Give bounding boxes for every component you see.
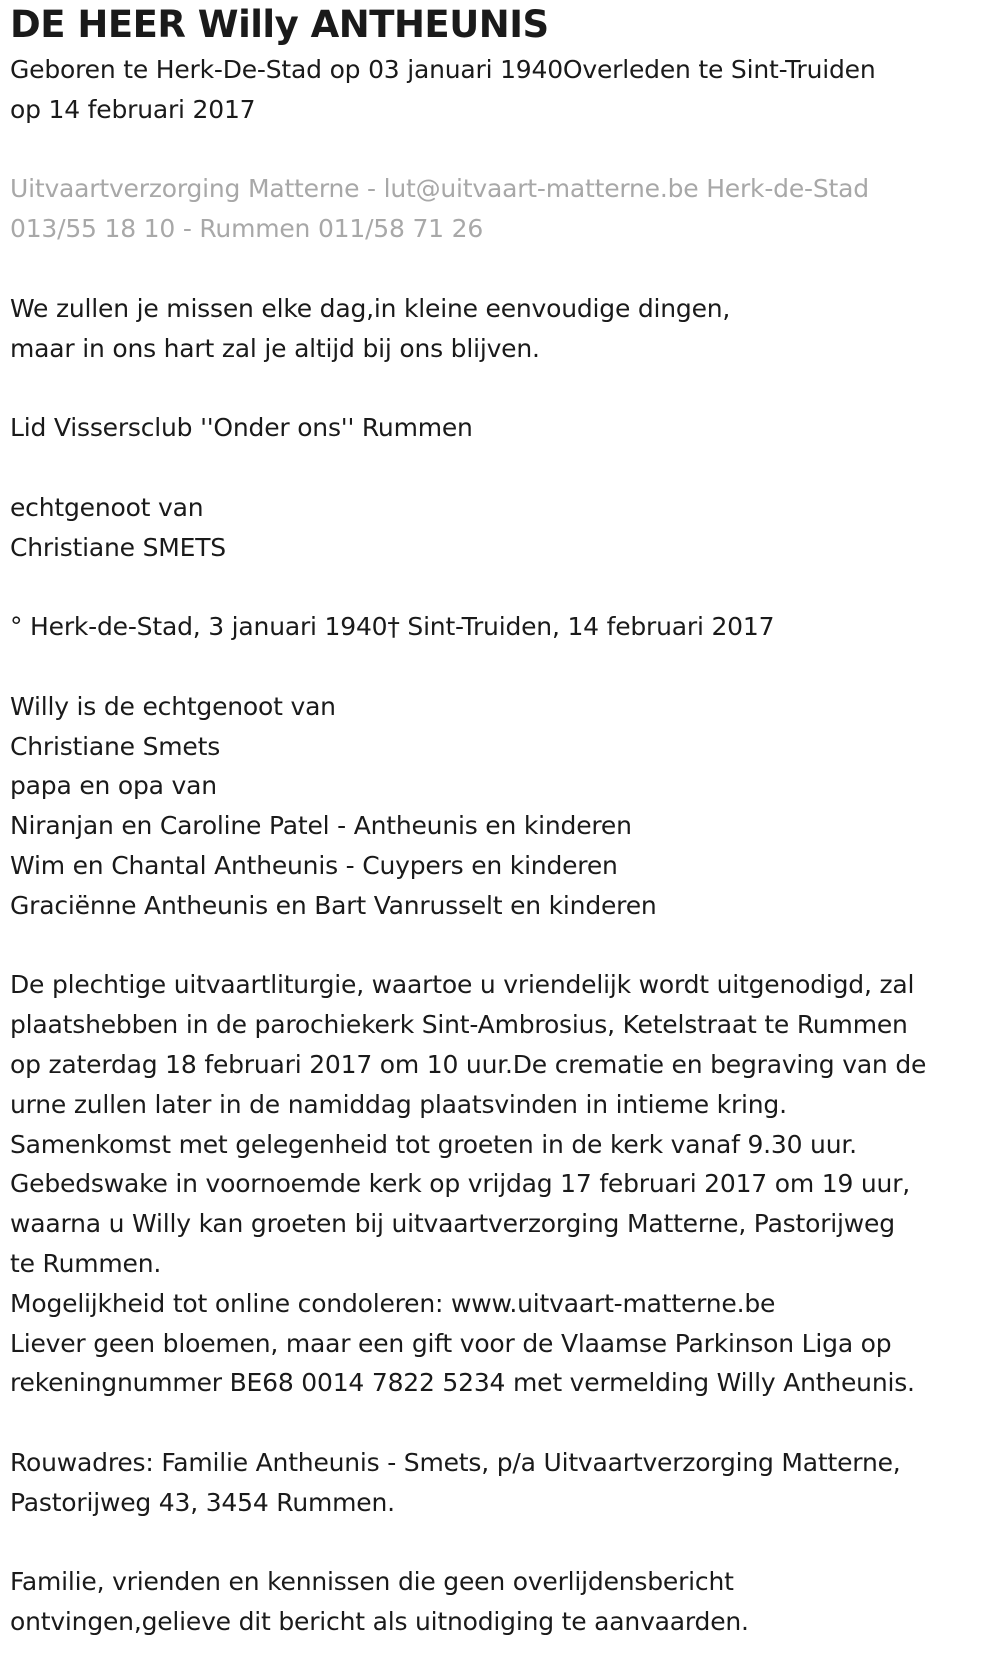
blank-line [10, 647, 990, 687]
text-line: te Rummen. [10, 1248, 162, 1278]
text-line: Wim en Chantal Antheunis - Cuypers en kinderen [10, 850, 618, 880]
text-line: urne zullen later in de namiddag plaatsvinden in intieme kring. [10, 1089, 787, 1119]
text-line: Uitvaartverzorging Matterne - lut@uitvaart-matterne.be Herk-de-Stad [10, 174, 869, 204]
text-line: echtgenoot van [10, 492, 204, 522]
text-line: Christiane SMETS [10, 532, 226, 562]
membership-line: Lid Vissersclub ''Onder ons'' Rummen [10, 413, 473, 443]
text-line: waarna u Willy kan groeten bij uitvaartverzorging Matterne, Pastorijweg [10, 1209, 895, 1239]
text-line: maar in ons hart zal je altijd bij ons blijven. [10, 333, 540, 363]
text-line: Mogelijkheid tot online condoleren: www.uitvaart-matterne.be [10, 1288, 776, 1318]
blank-line [10, 1522, 990, 1562]
family-block [10, 687, 990, 926]
text-line: plaatshebben in de parochiekerk Sint-Ambrosius, Ketelstraat te Rummen [10, 1010, 908, 1040]
text-line: Pastorijweg 43, 3454 Rummen. [10, 1487, 395, 1517]
blank-line [10, 448, 990, 488]
text-line: ontvingen,gelieve dit bericht als uitnodiging te aanvaarden. [10, 1607, 749, 1637]
text-line: Geboren te Herk-De-Stad op 03 januari 1940Overleden te Sint-Truiden [10, 55, 876, 84]
text-line: Familie, vrienden en kennissen die geen overlijdensbericht [10, 1567, 734, 1597]
funeral-home-info [10, 169, 990, 249]
text-line: Rouwadres: Familie Antheunis - Smets, p/a Uitvaartverzorging Matterne, [10, 1447, 901, 1477]
text-line: op 14 februari 2017 [10, 94, 256, 124]
spouse-block [10, 488, 990, 568]
blank-line [10, 567, 990, 607]
text-line: Christiane Smets [10, 731, 221, 761]
birth-death-line: ° Herk-de-Stad, 3 januari 1940† Sint-Truiden, 14 februari 2017 [10, 612, 775, 642]
text-line: Liever geen bloemen, maar een gift voor de Vlaamse Parkinson Liga op [10, 1328, 892, 1358]
mourning-address [10, 1443, 990, 1523]
text-line: 013/55 18 10 - Rummen 011/58 71 26 [10, 214, 484, 244]
memorial-quote [10, 289, 990, 369]
blank-line [10, 926, 990, 966]
text-line: De plechtige uitvaartliturgie, waartoe u vriendelijk wordt uitgenodigd, zal [10, 970, 915, 1000]
closing-note [10, 1562, 990, 1642]
blank-line [10, 1403, 990, 1443]
page-title: DE HEER Willy ANTHEUNIS [10, 3, 549, 46]
text-line: Samenkomst met gelegenheid tot groeten in de kerk vanaf 9.30 uur. [10, 1129, 857, 1159]
birth-death-info [10, 50, 990, 130]
text-line: We zullen je missen elke dag,in kleine eenvoudige dingen, [10, 293, 731, 323]
text-line: Willy is de echtgenoot van [10, 691, 336, 721]
blank-line [10, 368, 990, 408]
text-line: op zaterdag 18 februari 2017 om 10 uur.De crematie en begraving van de [10, 1049, 927, 1079]
ceremony-details [10, 965, 990, 1403]
text-line: papa en opa van [10, 771, 217, 801]
text-line: Niranjan en Caroline Patel - Antheunis en kinderen [10, 811, 632, 841]
blank-line [10, 249, 990, 289]
text-line: Graciënne Antheunis en Bart Vanrusselt en kinderen [10, 890, 657, 920]
text-line: Gebedswake in voornoemde kerk op vrijdag 17 februari 2017 om 19 uur, [10, 1169, 911, 1199]
blank-line [10, 130, 990, 170]
text-line: rekeningnummer BE68 0014 7822 5234 met vermelding Willy Antheunis. [10, 1368, 915, 1398]
